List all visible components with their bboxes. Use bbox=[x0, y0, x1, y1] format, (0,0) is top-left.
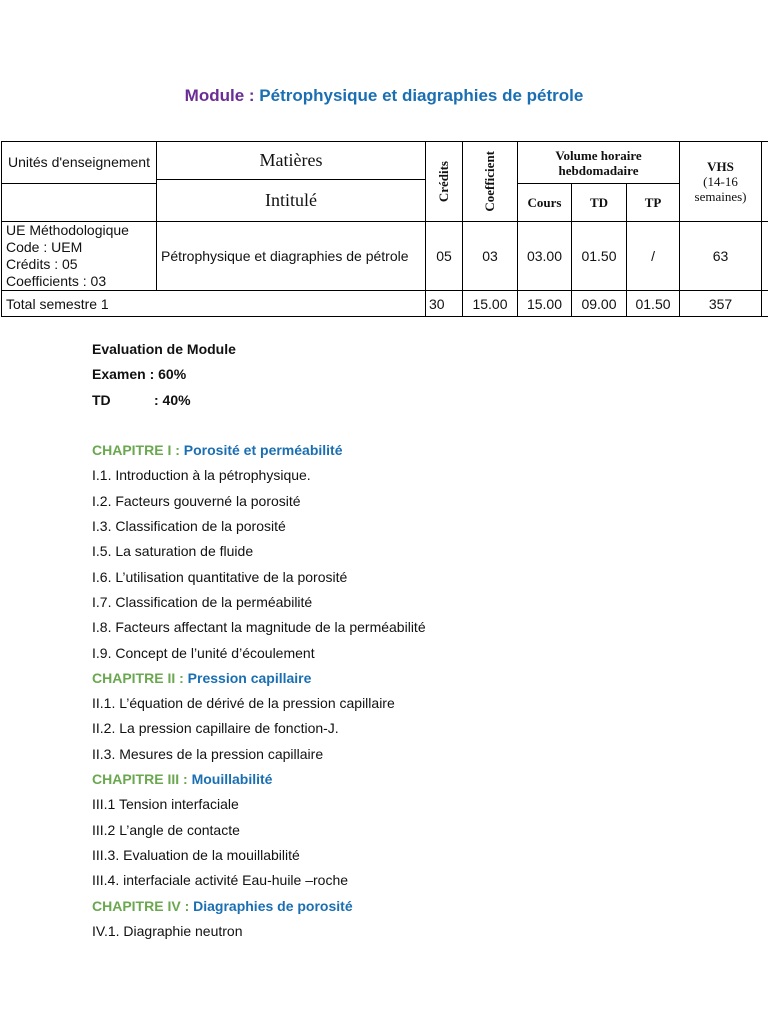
chapter-heading bbox=[92, 767, 426, 792]
total-vhs: 357 bbox=[680, 291, 762, 317]
evaluation-title: Evaluation de Module bbox=[92, 341, 236, 357]
evaluation-td-value: : 40% bbox=[154, 391, 191, 408]
total-coefficient: 15.00 bbox=[463, 291, 518, 317]
list-item: II.1. L’équation de dérivé de la pression capillaire bbox=[92, 695, 395, 712]
list-item: III.3. Evaluation de la mouillabilité bbox=[92, 846, 300, 863]
header-intitule: Intitulé bbox=[157, 180, 426, 222]
chapter-label: CHAPITRE IV : bbox=[92, 897, 190, 914]
total-cours: 15.00 bbox=[518, 291, 572, 317]
row-coefficient: 03 bbox=[463, 222, 518, 291]
header-credits: Crédits bbox=[436, 160, 451, 203]
matiere-intitule: Pétrophysique et diagraphies de pétrole bbox=[157, 222, 426, 291]
table-edge bbox=[762, 142, 768, 222]
page-title bbox=[0, 86, 768, 106]
list-item: I.9. Concept de l’unité d’écoulement bbox=[92, 644, 315, 661]
module-table bbox=[1, 141, 768, 317]
list-item: II.3. Mesures de la pression capillaire bbox=[92, 745, 324, 762]
total-credits: 30 bbox=[426, 291, 463, 317]
header-td: TD bbox=[572, 184, 627, 222]
header-units-spacer bbox=[2, 184, 157, 222]
list-item: I.1. Introduction à la pétrophysique. bbox=[92, 467, 311, 484]
list-item: I.5. La saturation de fluide bbox=[92, 543, 254, 560]
list-item: I.2. Facteurs gouverné la porosité bbox=[92, 492, 301, 509]
evaluation-td-label: TD bbox=[92, 391, 111, 408]
list-item: IV.1. Diagraphie neutron bbox=[92, 922, 243, 939]
total-td: 09.00 bbox=[572, 291, 627, 317]
header-cours: Cours bbox=[518, 184, 572, 222]
chapter-name: Diagraphies de porosité bbox=[193, 897, 353, 914]
chapter-name: Mouillabilité bbox=[191, 771, 273, 788]
header-volume: Volume horaire hebdomadaire bbox=[518, 142, 680, 184]
header-matieres: Matières bbox=[157, 142, 426, 180]
chapter-name: Pression capillaire bbox=[187, 669, 312, 686]
module-name: Pétrophysique et diagraphies de pétrole bbox=[259, 86, 584, 105]
total-row bbox=[2, 291, 768, 317]
total-tp: 01.50 bbox=[627, 291, 680, 317]
syllabus-list bbox=[92, 438, 426, 944]
row-credits: 05 bbox=[426, 222, 463, 291]
list-item: I.3. Classification de la porosité bbox=[92, 518, 286, 535]
table-edge bbox=[762, 222, 768, 291]
list-item: III.2 L’angle de contacte bbox=[92, 821, 240, 838]
list-item: II.2. La pression capillaire de fonction-J. bbox=[92, 720, 339, 737]
module-body bbox=[92, 337, 426, 944]
table-edge bbox=[762, 291, 768, 317]
row-vhs: 63 bbox=[680, 222, 762, 291]
header-units: Unités d'enseignement bbox=[2, 142, 157, 184]
chapter-label: CHAPITRE II : bbox=[92, 669, 184, 686]
list-item: I.6. L’utilisation quantitative de la porosité bbox=[92, 568, 348, 585]
ue-cell bbox=[2, 222, 157, 291]
header-coefficient: Coefficient bbox=[482, 151, 497, 212]
module-label: Module : bbox=[184, 86, 255, 105]
row-td: 01.50 bbox=[572, 222, 627, 291]
header-tp: TP bbox=[627, 184, 680, 222]
chapter-label: CHAPITRE I : bbox=[92, 442, 180, 459]
spacer bbox=[92, 413, 426, 438]
list-item: I.7. Classification de la perméabilité bbox=[92, 593, 313, 610]
ue-coefficients: Coefficients : 03 bbox=[6, 273, 107, 289]
table-row bbox=[2, 222, 768, 291]
header-vhs-sub: (14-16 semaines) bbox=[694, 174, 747, 204]
chapter-heading bbox=[92, 666, 426, 691]
header-vhs-cell bbox=[680, 142, 762, 222]
chapter-label: CHAPITRE III : bbox=[92, 771, 188, 788]
total-label: Total semestre 1 bbox=[2, 291, 426, 317]
row-tp: / bbox=[627, 222, 680, 291]
ue-code: Code : UEM bbox=[6, 239, 83, 255]
ue-credits: Crédits : 05 bbox=[6, 256, 78, 272]
ue-type: UE Méthodologique bbox=[6, 222, 129, 238]
chapter-heading bbox=[92, 894, 426, 919]
header-credits-cell bbox=[426, 142, 463, 222]
chapter-name: Porosité et perméabilité bbox=[183, 442, 343, 459]
list-item: I.8. Facteurs affectant la magnitude de la perméabilité bbox=[92, 619, 426, 636]
evaluation-exam: Examen : 60% bbox=[92, 366, 187, 383]
chapter-heading bbox=[92, 438, 426, 463]
header-coefficient-cell bbox=[463, 142, 518, 222]
list-item: III.1 Tension interfaciale bbox=[92, 796, 239, 813]
header-vhs: VHS bbox=[707, 159, 734, 174]
list-item: III.4. interfaciale activité Eau-huile –roche bbox=[92, 872, 349, 889]
evaluation-td bbox=[92, 388, 426, 413]
row-cours: 03.00 bbox=[518, 222, 572, 291]
